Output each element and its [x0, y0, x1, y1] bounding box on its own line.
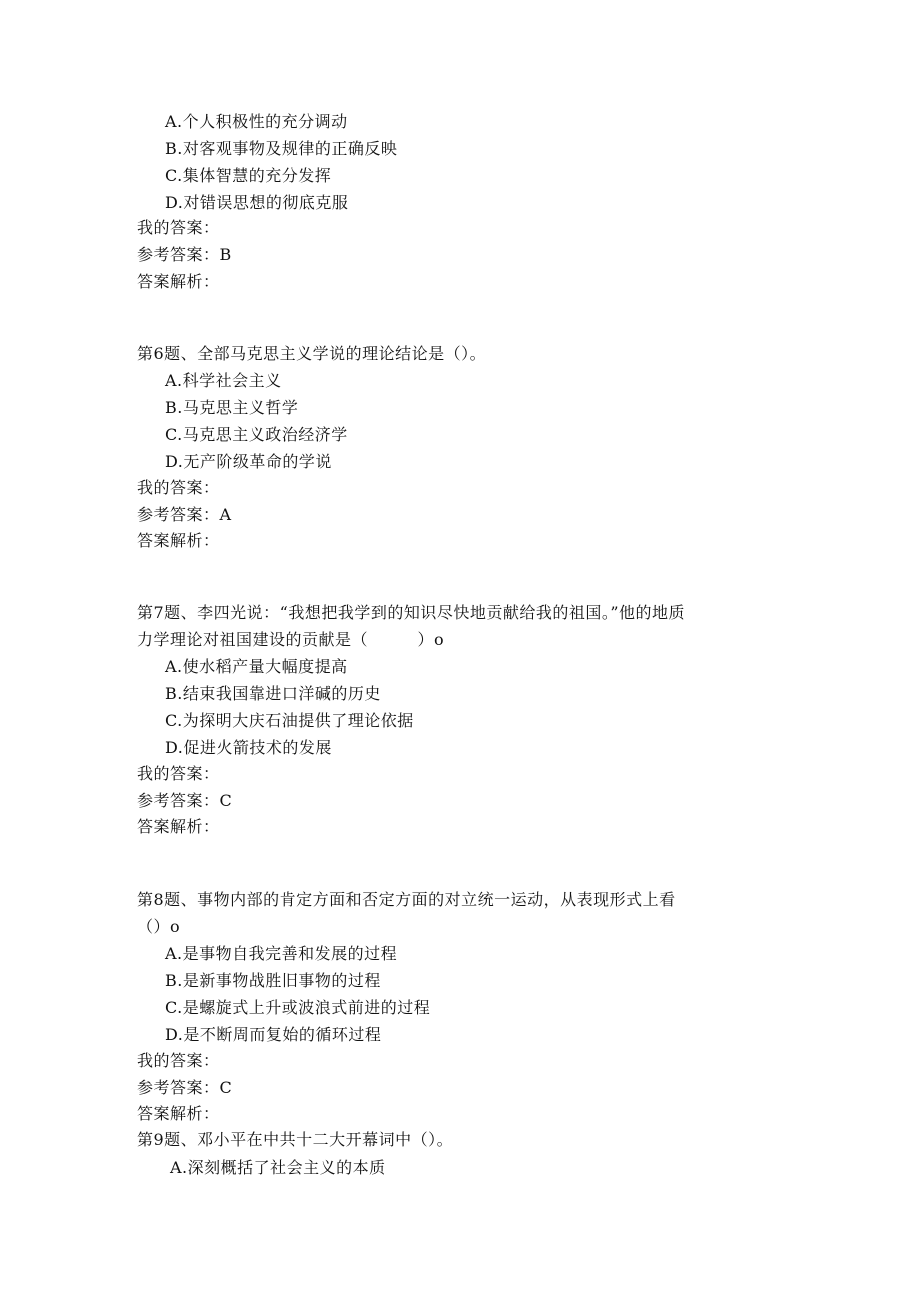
- q6-option-b: B.马克思主义哲学: [165, 398, 299, 417]
- q7-my-answer: 我的答案：: [137, 764, 220, 783]
- q6-my-answer: 我的答案：: [137, 478, 220, 497]
- q5-analysis: 答案解析：: [137, 272, 220, 291]
- q8-stem-line2: （）o: [137, 917, 181, 936]
- q7-option-c: C.为探明大庆石油提供了理论依据: [165, 711, 414, 730]
- q7-analysis: 答案解析：: [137, 817, 220, 836]
- q6-option-a: A.科学社会主义: [165, 371, 282, 390]
- q8-stem-line1: 第8题、事物内部的肯定方面和否定方面的对立统一运动，从表现形式上看: [137, 890, 676, 909]
- q6-option-d: D.无产阶级革命的学说: [165, 452, 332, 471]
- q8-option-a: A.是事物自我完善和发展的过程: [165, 944, 398, 963]
- q6-option-c: C.马克思主义政治经济学: [165, 425, 348, 444]
- q8-my-answer: 我的答案：: [137, 1051, 220, 1070]
- q7-option-a: A.使水稻产量大幅度提高: [165, 657, 348, 676]
- q5-option-a: A.个人积极性的充分调动: [165, 112, 348, 131]
- q7-reference-answer: 参考答案：C: [137, 791, 233, 810]
- q5-option-d: D.对错误思想的彻底克服: [165, 193, 349, 212]
- q5-my-answer: 我的答案：: [137, 218, 220, 237]
- q8-option-c: C.是螺旋式上升或波浪式前进的过程: [165, 998, 431, 1017]
- q7-stem-line2: 力学理论对祖国建设的贡献是（ ）o: [137, 630, 445, 649]
- q8-reference-answer: 参考答案：C: [137, 1078, 233, 1097]
- q7-option-d: D.促进火箭技术的发展: [165, 738, 332, 757]
- q5-option-b: B.对客观事物及规律的正确反映: [165, 139, 398, 158]
- q7-option-b: B.结束我国靠进口洋碱的历史: [165, 684, 381, 703]
- q8-option-b: B.是新事物战胜旧事物的过程: [165, 971, 381, 990]
- q6-stem: 第6题、全部马克思主义学说的理论结论是（）。: [137, 344, 487, 363]
- q8-option-d: D.是不断周而复始的循环过程: [165, 1025, 382, 1044]
- q7-stem-line1: 第7题、李四光说：“我想把我学到的知识尽快地贡献给我的祖国。”他的地质: [137, 603, 686, 622]
- q5-reference-answer: 参考答案：B: [137, 245, 232, 264]
- q9-option-a: A.深刻概括了社会主义的本质: [170, 1158, 386, 1177]
- q8-analysis: 答案解析：: [137, 1104, 220, 1123]
- q9-stem: 第9题、邓小平在中共十二大开幕词中（）。: [137, 1130, 454, 1149]
- q6-analysis: 答案解析：: [137, 531, 220, 550]
- q5-option-c: C.集体智慧的充分发挥: [165, 166, 332, 185]
- q6-reference-answer: 参考答案：A: [137, 505, 232, 524]
